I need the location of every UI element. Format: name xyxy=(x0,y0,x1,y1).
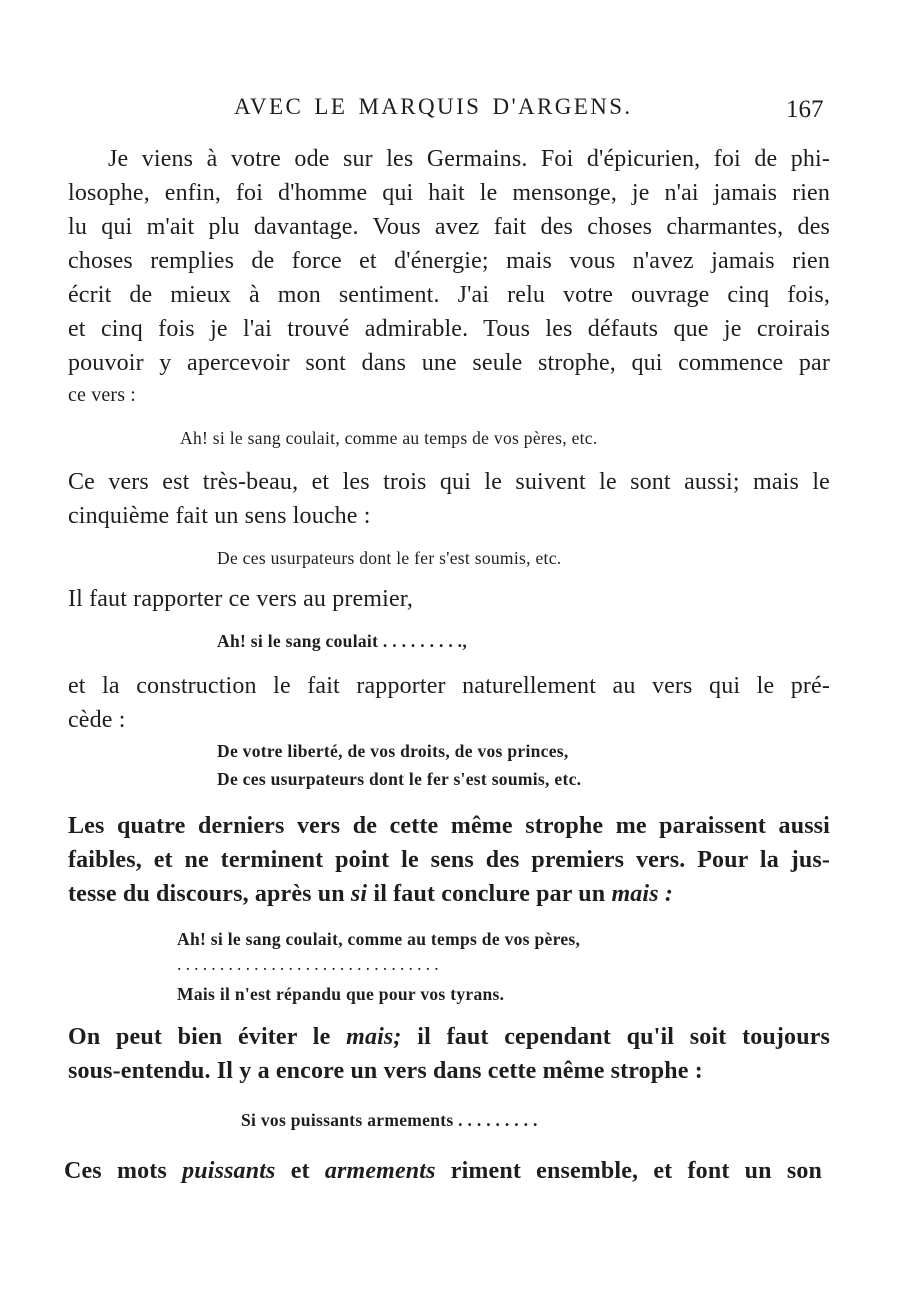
emphasis-mais: mais : xyxy=(611,881,674,907)
verse-quote-4-line-2: De ces usurpateurs dont le fer s'est soumis, etc. xyxy=(217,769,582,789)
paragraph-1-line-5: écrit de mieux à mon sentiment. J'ai relu votre ouvrage cinq fois, xyxy=(68,282,830,308)
paragraph-1-line-2: losophe, enfin, foi d'homme qui hait le mensonge, je n'ai jamais rien xyxy=(68,180,830,206)
running-title: AVEC LE MARQUIS D'ARGENS. xyxy=(234,94,633,119)
emphasis-puissants: puissants xyxy=(182,1158,276,1184)
paragraph-1-line-1: Je viens à votre ode sur les Germains. Foi d'épicurien, foi de phi- xyxy=(108,146,830,172)
verse-quote-5-line-3: Mais il n'est répandu que pour vos tyrans. xyxy=(177,984,505,1004)
paragraph-1-line-7: pouvoir y apercevoir sont dans une seule strophe, qui commence par xyxy=(68,350,830,376)
page-number: 167 xyxy=(786,96,824,123)
paragraph-3: Il faut rapporter ce vers au premier, xyxy=(68,586,414,612)
emphasis-mais-2: mais; xyxy=(346,1024,402,1050)
paragraph-5-line-3: tesse du discours, après un si il faut conclure par un mais : xyxy=(68,881,674,907)
paragraph-1-line-4: choses remplies de force et d'énergie; mais vous n'avez jamais rien xyxy=(68,248,830,274)
paragraph-6-line-2: sous-entendu. Il y a encore un vers dans cette même strophe : xyxy=(68,1058,703,1084)
verse-quote-5-ellipsis: ............................... xyxy=(177,954,443,974)
verse-quote-6: Si vos puissants armements . . . . . . . . . xyxy=(241,1110,538,1130)
verse-quote-4-line-1: De votre liberté, de vos droits, de vos princes, xyxy=(217,741,569,761)
emphasis-armements: armements xyxy=(324,1158,436,1184)
paragraph-2-line-2: cinquième fait un sens louche : xyxy=(68,503,371,529)
paragraph-1-line-6: et cinq fois je l'ai trouvé admirable. Tous les défauts que je croirais xyxy=(68,316,830,342)
emphasis-si: si xyxy=(350,881,368,907)
verse-quote-2: De ces usurpateurs dont le fer s'est soumis, etc. xyxy=(217,548,562,568)
paragraph-4-line-2: cède : xyxy=(68,707,126,733)
paragraph-4-line-1: et la construction le fait rapporter naturellement au vers qui le pré- xyxy=(68,673,830,699)
paragraph-5-line-2: faibles, et ne terminent point le sens des premiers vers. Pour la jus- xyxy=(68,847,830,873)
paragraph-1-line-3: lu qui m'ait plu davantage. Vous avez fait des choses charmantes, des xyxy=(68,214,830,240)
paragraph-6-line-1: On peut bien éviter le mais; il faut cependant qu'il soit toujours xyxy=(68,1024,830,1050)
paragraph-1-line-8: ce vers : xyxy=(68,384,136,406)
verse-quote-3: Ah! si le sang coulait . . . . . . . . ., xyxy=(217,631,468,651)
paragraph-5-line-1: Les quatre derniers vers de cette même strophe me paraissent aussi xyxy=(68,813,830,839)
verse-quote-5-line-1: Ah! si le sang coulait, comme au temps de vos pères, xyxy=(177,929,581,949)
paragraph-2-line-1: Ce vers est très-beau, et les trois qui le suivent le sont aussi; mais le xyxy=(68,469,830,495)
paragraph-7-line-1: Ces mots puissants et armements riment ensemble, et font un son xyxy=(64,1158,822,1184)
verse-quote-1: Ah! si le sang coulait, comme au temps de vos pères, etc. xyxy=(180,428,598,448)
